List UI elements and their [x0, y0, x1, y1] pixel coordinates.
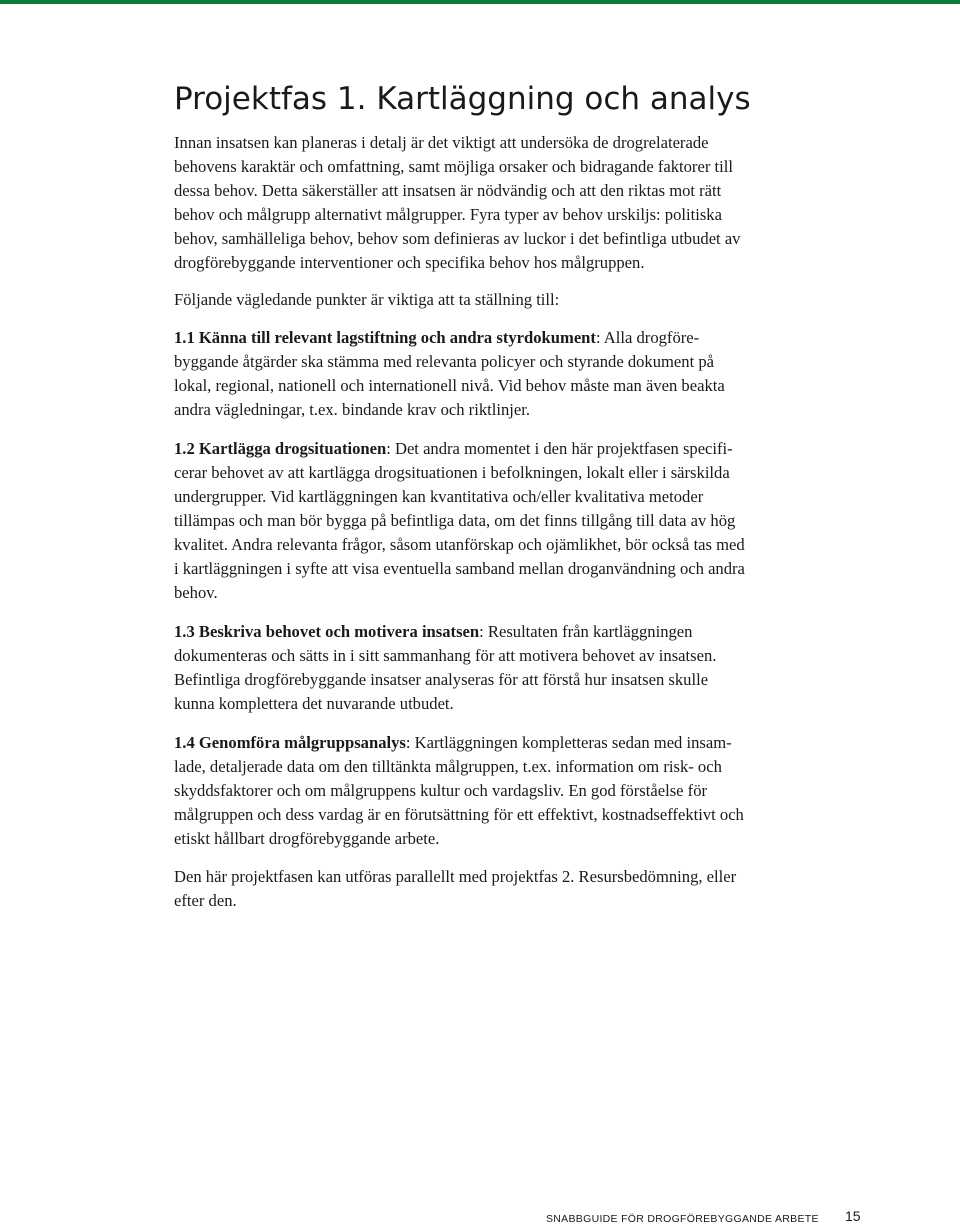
point-1-4	[174, 731, 794, 851]
page-number: 15	[845, 1208, 861, 1224]
lead-line: Följande vägledande punkter är viktiga att ta ställning till:	[174, 290, 560, 309]
point-heading: 1.3 Beskriva behovet och motivera insatsen	[174, 622, 480, 641]
point-line: skyddsfaktorer och om målgruppens kultur och vardagsliv. En god förståelse för	[174, 781, 708, 800]
point-line: lade, detaljerade data om den tilltänkta målgruppen, t.ex. information om risk- och	[174, 757, 722, 776]
point-line: i kartläggningen i syfte att visa eventuella samband mellan droganvändning och andra	[174, 559, 745, 578]
lead-paragraph	[174, 288, 794, 312]
page-title: Projektfas 1. Kartläggning och analys	[174, 81, 751, 117]
point-line: lokal, regional, nationell och internationell nivå. Vid behov måste man även beakta	[174, 376, 725, 395]
closing-line: Den här projektfasen kan utföras parallellt med projektfas 2. Resursbedömning, eller	[174, 867, 737, 886]
intro-line: drogförebyggande interventioner och specifika behov hos målgruppen.	[174, 253, 645, 272]
point-1-2	[174, 437, 794, 605]
point-line: tillämpas och man bör bygga på befintliga data, om det finns tillgång till data av hög	[174, 511, 736, 530]
point-1-1	[174, 326, 794, 422]
point-heading: 1.1 Känna till relevant lagstiftning och andra styrdokument	[174, 328, 596, 347]
point-1-3	[174, 620, 794, 716]
point-text: : Resultaten från kartläggningen	[479, 622, 693, 641]
point-text: : Det andra momentet i den här projektfasen specifi-	[386, 439, 733, 458]
point-line: Befintliga drogförebyggande insatser analyseras för att förstå hur insatsen skulle	[174, 670, 709, 689]
point-line: målgruppen och dess vardag är en förutsättning för ett effektivt, kostnadseffektivt och	[174, 805, 744, 824]
point-first-line	[174, 437, 794, 461]
intro-line: behov, samhälleliga behov, behov som definieras av luckor i det befintliga utbudet av	[174, 229, 741, 248]
footer-label: SNABBGUIDE FÖR DROGFÖREBYGGANDE ARBETE	[546, 1213, 819, 1225]
point-line: cerar behovet av att kartlägga drogsituationen i befolkningen, lokalt eller i särskilda	[174, 463, 730, 482]
intro-line: Innan insatsen kan planeras i detalj är det viktigt att undersöka de drogrelaterade	[174, 133, 709, 152]
closing-paragraph	[174, 865, 794, 913]
point-heading: 1.4 Genomföra målgruppsanalys	[174, 733, 406, 752]
point-line: behov.	[174, 583, 218, 602]
top-accent-bar	[0, 0, 960, 4]
closing-line: efter den.	[174, 891, 237, 910]
point-text: : Kartläggningen kompletteras sedan med insam-	[405, 733, 732, 752]
intro-paragraph	[174, 131, 794, 275]
point-heading: 1.2 Kartlägga drogsituationen	[174, 439, 387, 458]
intro-line: behovens karaktär och omfattning, samt möjliga orsaker och bidragande faktorer till	[174, 157, 733, 176]
point-line: kunna komplettera det nuvarande utbudet.	[174, 694, 454, 713]
point-text: : Alla drogföre-	[595, 328, 700, 347]
intro-line: dessa behov. Detta säkerställer att insatsen är nödvändig och att den riktas mot rätt	[174, 181, 722, 200]
point-line: dokumenteras och sätts in i sitt sammanhang för att motivera behovet av insatsen.	[174, 646, 717, 665]
point-first-line	[174, 731, 794, 755]
point-line: undergrupper. Vid kartläggningen kan kvantitativa och/eller kvalitativa metoder	[174, 487, 704, 506]
point-first-line	[174, 326, 794, 350]
intro-line: behov och målgrupp alternativt målgrupper. Fyra typer av behov urskiljs: politiska	[174, 205, 722, 224]
point-line: byggande åtgärder ska stämma med relevanta policyer och styrande dokument på	[174, 352, 715, 371]
point-line: etiskt hållbart drogförebyggande arbete.	[174, 829, 440, 848]
point-first-line	[174, 620, 794, 644]
point-line: andra vägledningar, t.ex. bindande krav och riktlinjer.	[174, 400, 530, 419]
point-line: kvalitet. Andra relevanta frågor, såsom utanförskap och ojämlikhet, bör också tas med	[174, 535, 745, 554]
